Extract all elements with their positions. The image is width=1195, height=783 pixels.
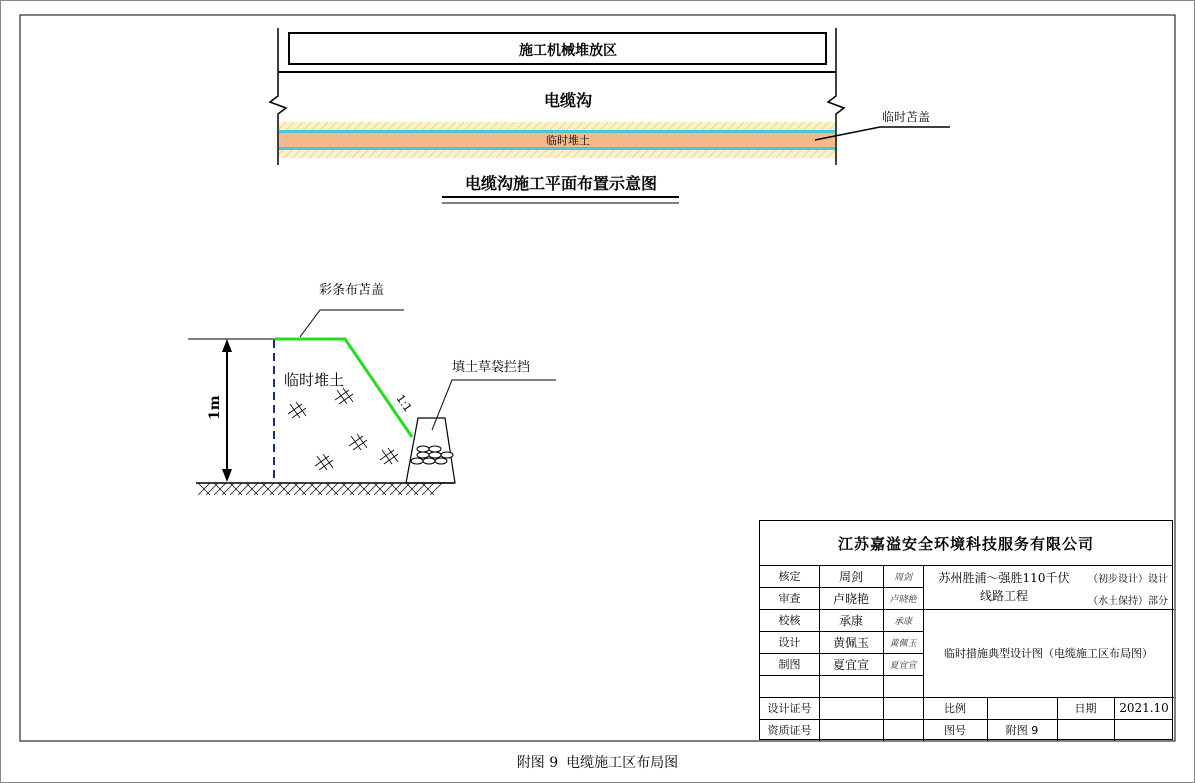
- section-view: [188, 283, 556, 495]
- bag-label: 填土草袋拦挡: [452, 360, 531, 375]
- title-block-grid: [760, 565, 1172, 741]
- project-line1: 苏州胜浦～强胜110千伏: [938, 570, 1070, 585]
- signature-draft: 夏宜宣: [889, 660, 917, 671]
- signature-check: 承康: [893, 616, 912, 627]
- bag-leader: [432, 380, 556, 430]
- date-value: 2021.10: [1119, 701, 1169, 715]
- name-approve: 周剑: [838, 569, 863, 584]
- caption-label: 附图 9: [516, 755, 559, 771]
- trench-label: 电缆沟: [543, 91, 593, 110]
- temp-soil-label: 临时堆土: [546, 134, 590, 147]
- name-design: 黄佩玉: [832, 635, 869, 650]
- name-draft: 夏宜宣: [832, 657, 869, 672]
- machinery-area-label: 施工机械堆放区: [519, 43, 617, 59]
- signature-approve: 周剑: [893, 572, 912, 583]
- slope-label: 1:1: [393, 392, 415, 415]
- title-block: [759, 520, 1173, 740]
- project-line2: 线路工程: [979, 588, 1028, 603]
- stripe-bottom: [279, 147, 835, 150]
- role-draft: 制图: [778, 658, 801, 671]
- qual-cert-label: 资质证号: [767, 724, 812, 737]
- drawing-no-label: 图号: [944, 724, 966, 737]
- plan-title: 电缆沟施工平面布置示意图: [464, 174, 658, 193]
- stripe-top: [279, 130, 835, 133]
- soil-hatch-marks: [288, 388, 398, 470]
- hatch-band-bottom: [279, 150, 835, 158]
- role-design: 设计: [778, 636, 801, 649]
- hatch-band-top: [279, 122, 835, 130]
- role-check: 校核: [778, 614, 801, 627]
- design-cert-label: 设计证号: [767, 702, 812, 715]
- name-check: 承康: [838, 613, 863, 628]
- role-review: 审查: [778, 592, 801, 605]
- height-label: 1m: [207, 395, 223, 420]
- figure-caption: [0, 752, 1195, 772]
- drawing-title: 临时措施典型设计图（电缆施工区布局图）: [944, 647, 1153, 660]
- caption-text: 电缆施工区布局图: [566, 755, 679, 771]
- role-approve: 核定: [778, 570, 801, 583]
- signature-review: 卢晓艳: [889, 594, 917, 605]
- section-soil-label: 临时堆土: [284, 371, 345, 389]
- section-cover-label: 彩条布苫盖: [319, 283, 385, 298]
- name-review: 卢晓艳: [832, 591, 869, 606]
- signature-design: 黄佩玉: [889, 638, 917, 649]
- section-cover-leader: [300, 310, 404, 337]
- scale-label: 比例: [944, 702, 966, 715]
- design-stage: （初步设计）设计: [1088, 573, 1168, 585]
- cover-label: 临时苫盖: [882, 110, 931, 124]
- company-name: 江苏嘉溢安全环境科技服务有限公司: [760, 521, 1172, 566]
- design-part: （水土保持）部分: [1088, 595, 1168, 607]
- ground-hatch: [198, 483, 442, 495]
- date-label: 日期: [1074, 702, 1097, 715]
- drawing-no-value: 附图 9: [1005, 724, 1039, 737]
- plan-view: [270, 28, 950, 203]
